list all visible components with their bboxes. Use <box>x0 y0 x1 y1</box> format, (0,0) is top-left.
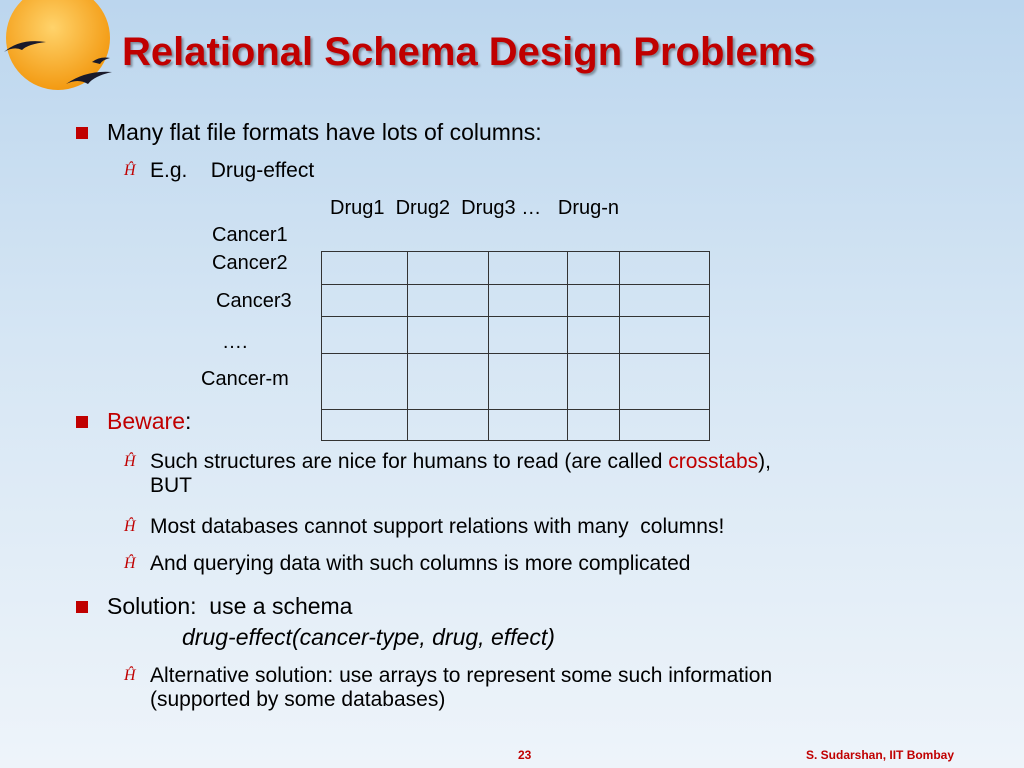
grid-line <box>407 252 408 440</box>
crosstab-row-label: Cancer2 <box>212 252 288 274</box>
crosstab-grid <box>321 251 710 441</box>
grid-line <box>619 252 620 440</box>
square-bullet-icon <box>76 127 88 139</box>
sub-bullet-text: Alternative solution: use arrays to represent some such information <box>150 664 773 687</box>
h-bullet-icon: Ĥ <box>124 667 136 684</box>
footer-author: S. Sudarshan, IIT Bombay <box>806 748 955 762</box>
slide-title: Relational Schema Design Problems <box>122 30 816 74</box>
grid-line <box>567 252 568 440</box>
sub-bullet-text: Most databases cannot support relations with many columns! <box>150 515 725 538</box>
schema-definition: drug-effect(cancer-type, drug, effect) <box>182 624 555 650</box>
bullet-solution <box>76 593 352 620</box>
h-bullet-icon: Ĥ <box>124 453 136 470</box>
grid-line <box>488 252 489 440</box>
bullet-flat-file <box>76 119 542 146</box>
sub-bullet-example <box>124 159 314 183</box>
sub-bullet-text: E.g. Drug-effect <box>150 159 315 182</box>
grid-line <box>322 316 709 317</box>
sub-bullet-databases <box>124 515 724 539</box>
beware-colon: : <box>184 408 192 434</box>
crosstab-row-label: …. <box>222 331 248 353</box>
crosstab-row-label: Cancer3 <box>216 290 292 312</box>
sub-bullet-text: ), <box>758 450 771 473</box>
square-bullet-icon <box>76 416 88 428</box>
beware-word: Beware <box>107 408 185 434</box>
bullet-text: Solution: use a schema <box>107 593 353 619</box>
sub-bullet-crosstabs <box>124 450 771 498</box>
h-bullet-icon: Ĥ <box>124 162 136 179</box>
sub-bullet-querying <box>124 552 690 576</box>
grid-line <box>322 284 709 285</box>
bullet-beware <box>76 408 191 435</box>
grid-line <box>322 353 709 354</box>
h-bullet-icon: Ĥ <box>124 555 136 572</box>
sub-bullet-text: BUT <box>150 474 192 497</box>
sub-bullet-text: And querying data with such columns is more complicated <box>150 552 691 575</box>
grid-line <box>322 409 709 410</box>
bullet-text: Many flat file formats have lots of columns: <box>107 119 542 145</box>
crosstab-row-label: Cancer-m <box>201 368 289 390</box>
crosstabs-term: crosstabs <box>668 450 759 473</box>
page-number: 23 <box>518 748 532 762</box>
crosstab-column-header: Drug1 Drug2 Drug3 … Drug-n <box>330 197 620 219</box>
sun-birds-logo <box>0 0 130 100</box>
sub-bullet-alternative <box>124 664 772 712</box>
h-bullet-icon: Ĥ <box>124 518 136 535</box>
sub-bullet-text: (supported by some databases) <box>150 688 446 711</box>
sub-bullet-text: Such structures are nice for humans to read (are called <box>150 450 669 473</box>
square-bullet-icon <box>76 601 88 613</box>
crosstab-row-label: Cancer1 <box>212 224 288 246</box>
